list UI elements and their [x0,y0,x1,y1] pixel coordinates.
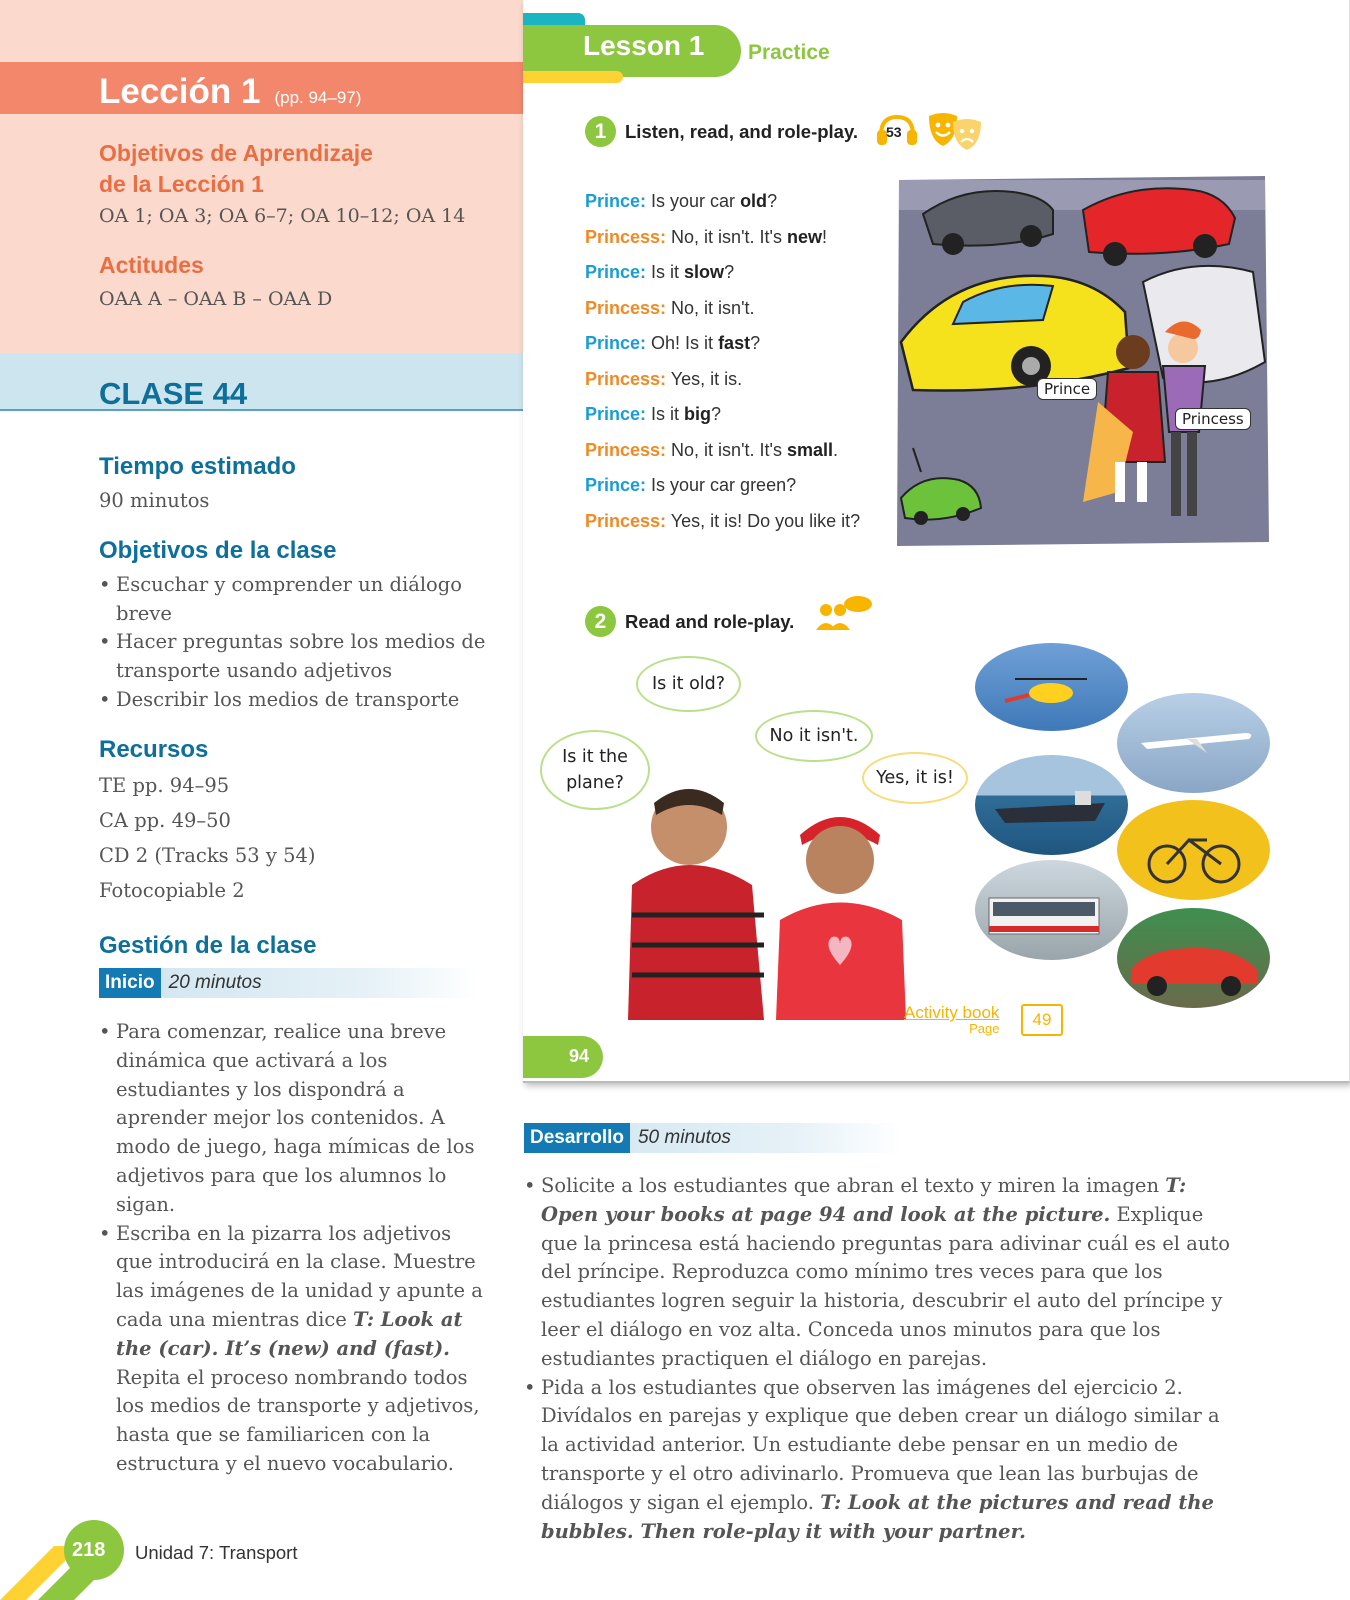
dialogue-line: Prince: Is it big? [585,404,722,424]
desarrollo-tag: Desarrollo [524,1123,630,1153]
class-objectives-heading: Objetivos de la clase [99,536,337,564]
pair-talk-icon [814,594,876,639]
lesson-label: Lesson 1 [583,30,705,61]
objectives-heading-2: de la Lección 1 [99,171,264,197]
footer-page-number: 218 [72,1539,106,1561]
footer-unit: Unidad 7: Transport [135,1542,298,1563]
resources-heading: Recursos [99,735,209,763]
bicycle-photo [1117,800,1270,900]
list-item: CA pp. 49–50 [99,808,231,832]
cars-illustration [893,172,1273,552]
dialogue-line: Prince: Is it slow? [585,262,735,282]
desarrollo-pill [524,1123,904,1153]
decorative-stripe [523,71,623,83]
dialogue-line: Prince: Is your car old? [585,191,778,211]
list-item: • Escriba en la pizarra los adjetivos que introducirá en la clase. Muestre las imágenes de la unidad y apunte a cada una mientras dice T: Look at the (car). It’s (new) and (fast). Repita el proceso nombrando todos los medios de transporte y adjetivos, hasta que se familiaricen con la estructura y el nuevo vocabulario. [99,1220,484,1479]
class-info [99,453,499,960]
list-item: • Describir los medios de transporte [99,686,499,715]
exercise-1-number: 1 [585,116,616,147]
practice-label: Practice [748,41,830,64]
desarrollo-time: 50 minutos [637,1127,731,1148]
clase-title: CLASE 44 [99,376,248,411]
desarrollo-list [524,1172,1236,1546]
exercise-1-instruction: Listen, read, and role-play. [625,121,859,142]
list-item: • Solicite a los estudiantes que abran el texto y miren la imagen T: Open your books at page 94 and look at the picture. Explique que la princesa está haciendo preguntas para adivinar cuál es el auto del príncipe. Reproduzca como mínimo tres veces para que los estudiantes logren seguir la historia, descubrir el auto del príncipe y leer el diálogo en voz alta. Conceda unos minutos para que los estudiantes practiquen el diálogo en parejas. [524,1172,1236,1374]
list-item: Fotocopiable 2 [99,878,245,902]
ship-photo [975,755,1128,855]
boy-photo [624,775,774,1020]
dialogue-line: Princess: No, it isn't. It's small. [585,439,838,460]
list-item: • Hacer preguntas sobre los medios de transporte usando adjetivos [99,628,499,686]
exercise-2-number: 2 [585,606,616,637]
list-item: • Pida a los estudiantes que observen las imágenes del ejercicio 2. Divídalos en parejas y explique que deben crear un diálogo similar a la actividad anterior. Un estudiante debe pensar en un medio de transporte y el otro adivinarlo. Promueva que lean las burbujas de diálogos y sigan el ejemplo. T: Look at the pictures and read the bubbles. Then role-play it with your partner. [524,1374,1236,1547]
page-number-badge [523,1036,603,1078]
attitudes-heading: Actitudes [99,252,204,278]
objectives-heading-1: Objetivos de Aprendizaje [99,140,373,166]
dialogue-line: Princess: No, it isn't. It's new! [585,226,827,247]
exercise-2-instruction: Read and role-play. [625,611,795,632]
objectives-text: OA 1; OA 3; OA 6–7; OA 10–12; OA 14 [99,205,466,227]
speech-bubble: Yes, it is! [862,752,968,804]
helicopter-photo [975,643,1128,731]
list-item: • Escuchar y comprender un diálogo breve [99,571,499,629]
speech-bubble: No it isn't. [755,710,873,762]
lesson-title: Lección 1 (pp. 94–97) [99,72,362,111]
plane-photo [1117,693,1270,793]
management-heading: Gestión de la clase [99,931,317,959]
resources-list [99,768,499,908]
dialogue-line: Prince: Is your car green? [585,475,797,495]
prince-label: Prince [1037,378,1097,400]
lesson-pages: (pp. 94–97) [274,88,362,107]
dialogue [585,184,885,539]
activity-book-page-label: Page [969,1021,1000,1036]
inicio-time: 20 minutos [168,972,262,993]
page-number: 94 [569,1046,590,1066]
attitudes-text: OAA A – OAA B – OAA D [99,288,333,310]
speech-bubble: Is it old? [636,656,741,712]
class-objectives-list [99,571,499,715]
dialogue-line: Prince: Oh! Is it fast? [585,333,761,353]
track-number: 53 [886,124,902,140]
clase-band [0,353,523,411]
learning-objectives [99,138,465,313]
princess-label: Princess [1175,408,1251,430]
footer-decoration [0,1510,140,1600]
dialogue-line: Princess: Yes, it is. [585,368,743,389]
activity-book-ref[interactable] [904,1004,999,1036]
dialogue-line: Princess: No, it isn't. [585,297,755,318]
activity-book-page-number: 49 [1021,1004,1063,1036]
girl-photo [770,805,910,1020]
inicio-tag: Inicio [99,968,161,998]
tiempo-text: 90 minutos [99,489,210,512]
list-item: CD 2 (Tracks 53 y 54) [99,843,316,867]
list-item: • Para comenzar, realice una breve dinámica que activará a los estudiantes y los dispondrá a aprender mejor los contenidos. A modo de juego, haga mímicas de los adjetivos para que los alumnos lo sigan. [99,1018,484,1220]
tiempo-heading: Tiempo estimado [99,453,296,480]
list-item: TE pp. 94–95 [99,773,230,797]
inicio-list [99,1018,484,1479]
audio-track-icon [876,113,918,154]
dialogue-line: Princess: Yes, it is! Do you like it? [585,510,861,531]
speech-bubble: Is it the plane? [540,730,650,810]
bus-photo [975,860,1128,960]
role-play-masks-icon [927,110,985,157]
inicio-pill [99,968,479,998]
activity-book-label: Activity book [904,1003,1000,1022]
vintage-car-photo [1117,908,1270,1008]
